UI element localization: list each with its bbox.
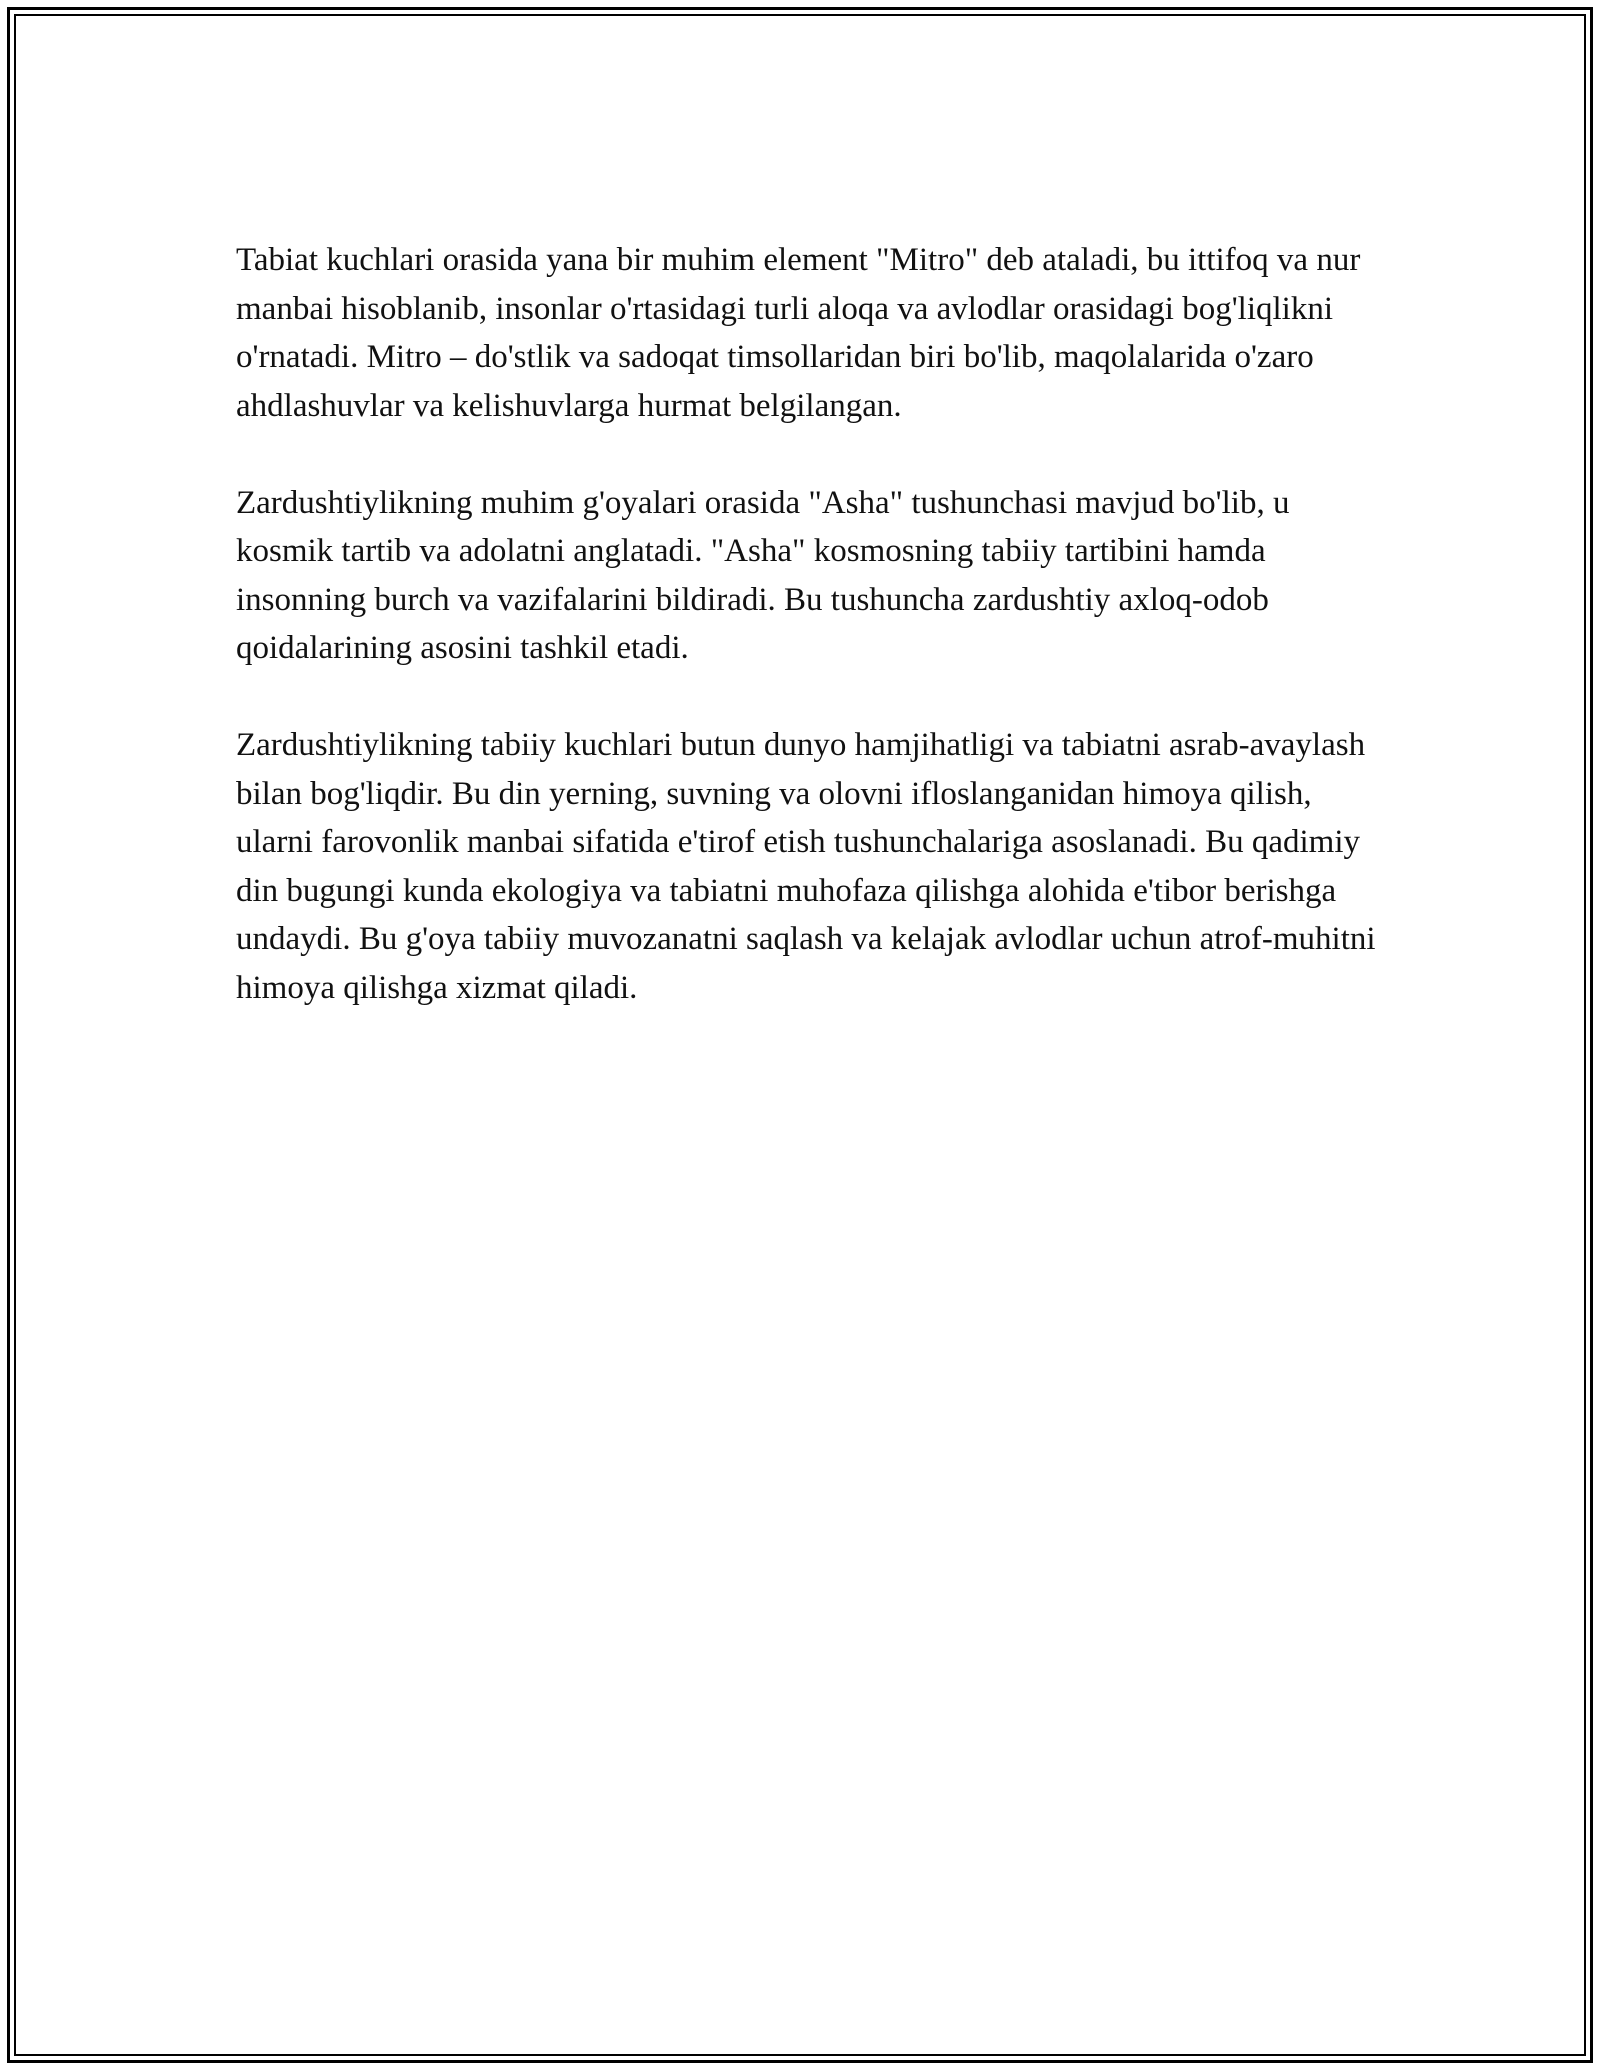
document-body	[236, 236, 1376, 1061]
paragraph-mitro: Tabiat kuchlari orasida yana bir muhim element "Mitro" deb ataladi, bu ittifoq va nur manbai hisoblanib, insonlar o'rtasidagi turli aloqa va avlodlar orasidagi bog'liqlikni o'rnatadi. Mitro – do'stlik va sadoqat timsollaridan biri bo'lib, maqolalarida o'zaro ahdlashuvlar va kelishuvlarga hurmat belgilangan.	[236, 242, 1361, 424]
paragraph-asha: Zardushtiylikning muhim g'oyalari orasida "Asha" tushunchasi mavjud bo'lib, u kosmik tartib va adolatni anglatadi. "Asha" kosmosning tabiiy tartibini hamda insonning burch va vazifalarini bildiradi. Bu tushuncha zardushtiy axloq-odob qoidalarining asosini tashkil etadi.	[236, 484, 1290, 666]
paragraph-nature-forces: Zardushtiylikning tabiiy kuchlari butun dunyo hamjihatligi va tabiatni asrab-avaylash bilan bog'liqdir. Bu din yerning, suvning va olovni ifloslanganidan himoya qilish, ularni farovonlik manbai sifatida e'tirof etish tushunchalariga asoslanadi. Bu qadimiy din bugungi kunda ekologiya va tabiatni muhofaza qilishga alohida e'tibor berishga undaydi. Bu g'oya tabiiy muvozanatni saqlash va kelajak avlodlar uchun atrof-muhitni himoya qilishga xizmat qiladi.	[236, 727, 1376, 1006]
